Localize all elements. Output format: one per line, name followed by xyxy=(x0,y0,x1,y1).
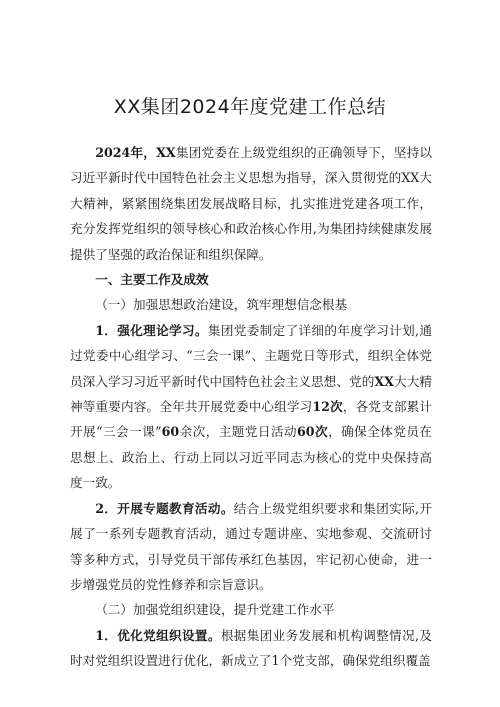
intro-lead: 2024年，XX xyxy=(95,145,176,160)
item-1-xx: XX xyxy=(374,373,394,389)
item-1-text-d: 余次，主题党日活动 xyxy=(179,424,298,440)
item-1-lead: 1．强化理论学习。 xyxy=(95,322,208,338)
item-paragraph-1 xyxy=(70,318,432,496)
item-1-text-a: 集团党委制定了详细的年度学习计划,通过党委中心组学习、“三会一课”、主题党日等形式，组织全体党员深入学习习近平新时代中国特色社会主义思想、党的 xyxy=(70,322,432,389)
section-heading: 一、主要工作及成效 xyxy=(95,272,209,288)
item-1-text-e: ，确保全体党员在思想上、政治上、行动上同以习近平同志为核心的党中央保持高度一致。 xyxy=(70,424,433,491)
item-3-text: 根据集团业务发展和机构调整情况,及时对党组织设置进行优化，新成立了1个党支部，确保党组织覆盖 xyxy=(70,627,432,669)
item-2-text: 结合上级党组织要求和集团实际,开展了一系列专题教育活动，通过专题讲座、实地参观、交流研讨等多种方式，引导党员干部传承红色基因，牢记初心使命，进一步增强党员的党性修养和宗旨意识。 xyxy=(70,500,432,592)
item-1-count-2: 60 xyxy=(161,424,180,440)
item-1-text-c: ，各党支部累计开展“三会一课” xyxy=(70,399,433,440)
intro-text: 集团党委在上级党组织的正确领导下，坚持以习近平新时代中国特色社会主义思想为指导，深入贯彻党的XX大大精神，紧紧围绕集团发展战略目标，扎实推进党建各项工作，充分发挥党组织的领导核心和政治核心作用,为集团持续健康发展提供了坚强的政治保证和组织保障。 xyxy=(70,145,433,262)
item-3-lead: 1．优化党组织设置。 xyxy=(95,627,221,643)
subsection-heading-1: （一）加强思想政治建设，筑牢理想信念根基 xyxy=(95,297,348,313)
item-paragraph-3 xyxy=(70,623,432,674)
subsection-heading-2: （二）加强党组织建设，提升党建工作水平 xyxy=(95,602,335,618)
intro-paragraph xyxy=(70,140,432,267)
document-title: XX集团2024年度党建工作总结 xyxy=(113,96,387,118)
document-body xyxy=(70,140,432,674)
item-2-lead: 2．开展专题教育活动。 xyxy=(95,500,234,516)
item-1-text-b: 大大精神等重要内容。全年共开展党委中心组学习 xyxy=(70,373,433,415)
item-paragraph-2 xyxy=(70,496,432,598)
item-1-count-3: 60次 xyxy=(297,424,329,440)
item-1-count-1: 12次 xyxy=(312,399,343,415)
